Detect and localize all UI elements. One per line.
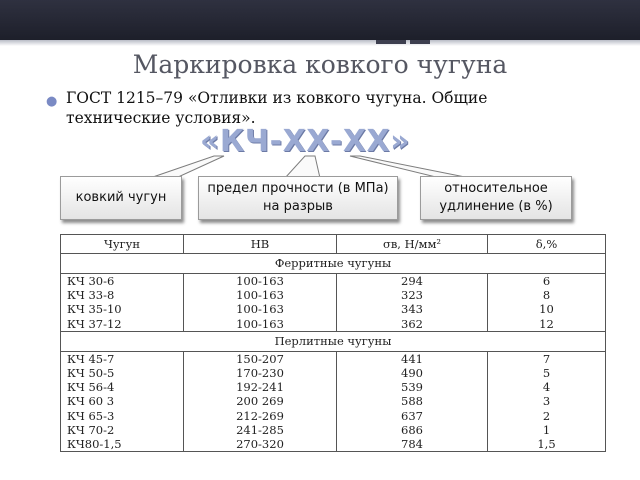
sigma-value: 343 (401, 302, 423, 317)
hb-value: 100-163 (236, 274, 284, 288)
hb-cell (184, 351, 337, 451)
connector-1 (150, 156, 224, 178)
grade-value: КЧ80-1,5 (67, 436, 122, 451)
sigma-value: 441 (401, 351, 423, 366)
sigma-value: 490 (401, 365, 423, 380)
hb-value: 100-163 (236, 288, 284, 303)
sigma-value: 637 (401, 408, 423, 423)
sigma-value: 539 (401, 380, 423, 395)
delta-value: 3 (542, 394, 551, 409)
grade-value: КЧ 60 3 (67, 394, 115, 409)
hb-value: 200 269 (236, 394, 284, 409)
delta-value: 1,5 (537, 436, 556, 451)
sigma-value: 362 (401, 316, 423, 331)
grade-cell (61, 274, 184, 332)
section-title: Перлитные чугуны (61, 331, 606, 351)
grade-value: КЧ 33-8 (67, 288, 115, 303)
grades-table-container (60, 234, 606, 452)
grade-value: КЧ 50-5 (67, 365, 115, 380)
grade-cell (61, 351, 184, 451)
callout-cast-iron (60, 176, 182, 220)
sigma-cell (337, 351, 488, 451)
bullet-icon: ● (46, 94, 58, 109)
callout-text: относительное удлинение (в %) (439, 181, 553, 214)
delta-value: 10 (539, 302, 554, 317)
grade-value: КЧ 30-6 (67, 274, 115, 288)
delta-value: 4 (542, 380, 551, 395)
grade-value: КЧ 35-10 (67, 302, 122, 317)
delta-value: 12 (539, 316, 554, 331)
delta-value: 7 (542, 351, 551, 366)
hb-value: 100-163 (236, 316, 284, 331)
grade-value: КЧ 37-12 (67, 316, 122, 331)
header-grade: Чугун (61, 235, 184, 254)
table-header-row (61, 235, 606, 254)
hb-value: 241-285 (236, 422, 284, 437)
hb-cell (184, 274, 337, 332)
grades-table (60, 234, 606, 452)
sigma-value: 588 (401, 394, 423, 409)
connector-2 (285, 156, 320, 178)
callout-tensile-strength (198, 176, 398, 220)
callout-elongation (420, 176, 572, 220)
section-row (61, 254, 606, 274)
header-hb: НВ (184, 235, 337, 254)
header-delta: δ,% (488, 235, 606, 254)
delta-value: 8 (542, 288, 551, 303)
bullet-text: ГОСТ 1215–79 «Отливки из ковкого чугуна. Общие технические условия». (66, 89, 488, 127)
hb-value: 150-207 (236, 351, 284, 366)
header-sigma: σв, Н/мм² (337, 235, 488, 254)
table-row (61, 351, 606, 451)
delta-cell (488, 274, 606, 332)
callout-text: предел прочности (в МПа) на разрыв (207, 181, 389, 214)
sigma-value: 784 (401, 436, 423, 451)
hb-value: 212-269 (236, 408, 284, 423)
hb-value: 100-163 (236, 302, 284, 317)
delta-cell (488, 351, 606, 451)
sigma-value: 323 (401, 288, 423, 303)
delta-value: 2 (542, 408, 551, 423)
connector-3 (350, 156, 470, 178)
delta-value: 5 (542, 365, 551, 380)
hb-value: 192-241 (236, 380, 284, 395)
sigma-value: 686 (401, 422, 423, 437)
hb-value: 170-230 (236, 365, 284, 380)
delta-value: 1 (542, 422, 551, 437)
sigma-value: 294 (401, 274, 423, 288)
grade-value: КЧ 56-4 (67, 380, 115, 395)
slide-title: Маркировка ковкого чугуна (132, 50, 508, 79)
grade-value: КЧ 70-2 (67, 422, 115, 437)
grade-value: КЧ 65-3 (67, 408, 115, 423)
section-row (61, 331, 606, 351)
sigma-cell (337, 274, 488, 332)
marking-label: «КЧ-ХХ-ХХ» (200, 124, 410, 159)
grade-value: КЧ 45-7 (67, 351, 115, 366)
section-title: Ферритные чугуны (61, 254, 606, 274)
delta-value: 6 (542, 274, 551, 288)
hb-value: 270-320 (236, 436, 284, 451)
table-row (61, 274, 606, 332)
callout-text: ковкий чугун (75, 190, 167, 205)
